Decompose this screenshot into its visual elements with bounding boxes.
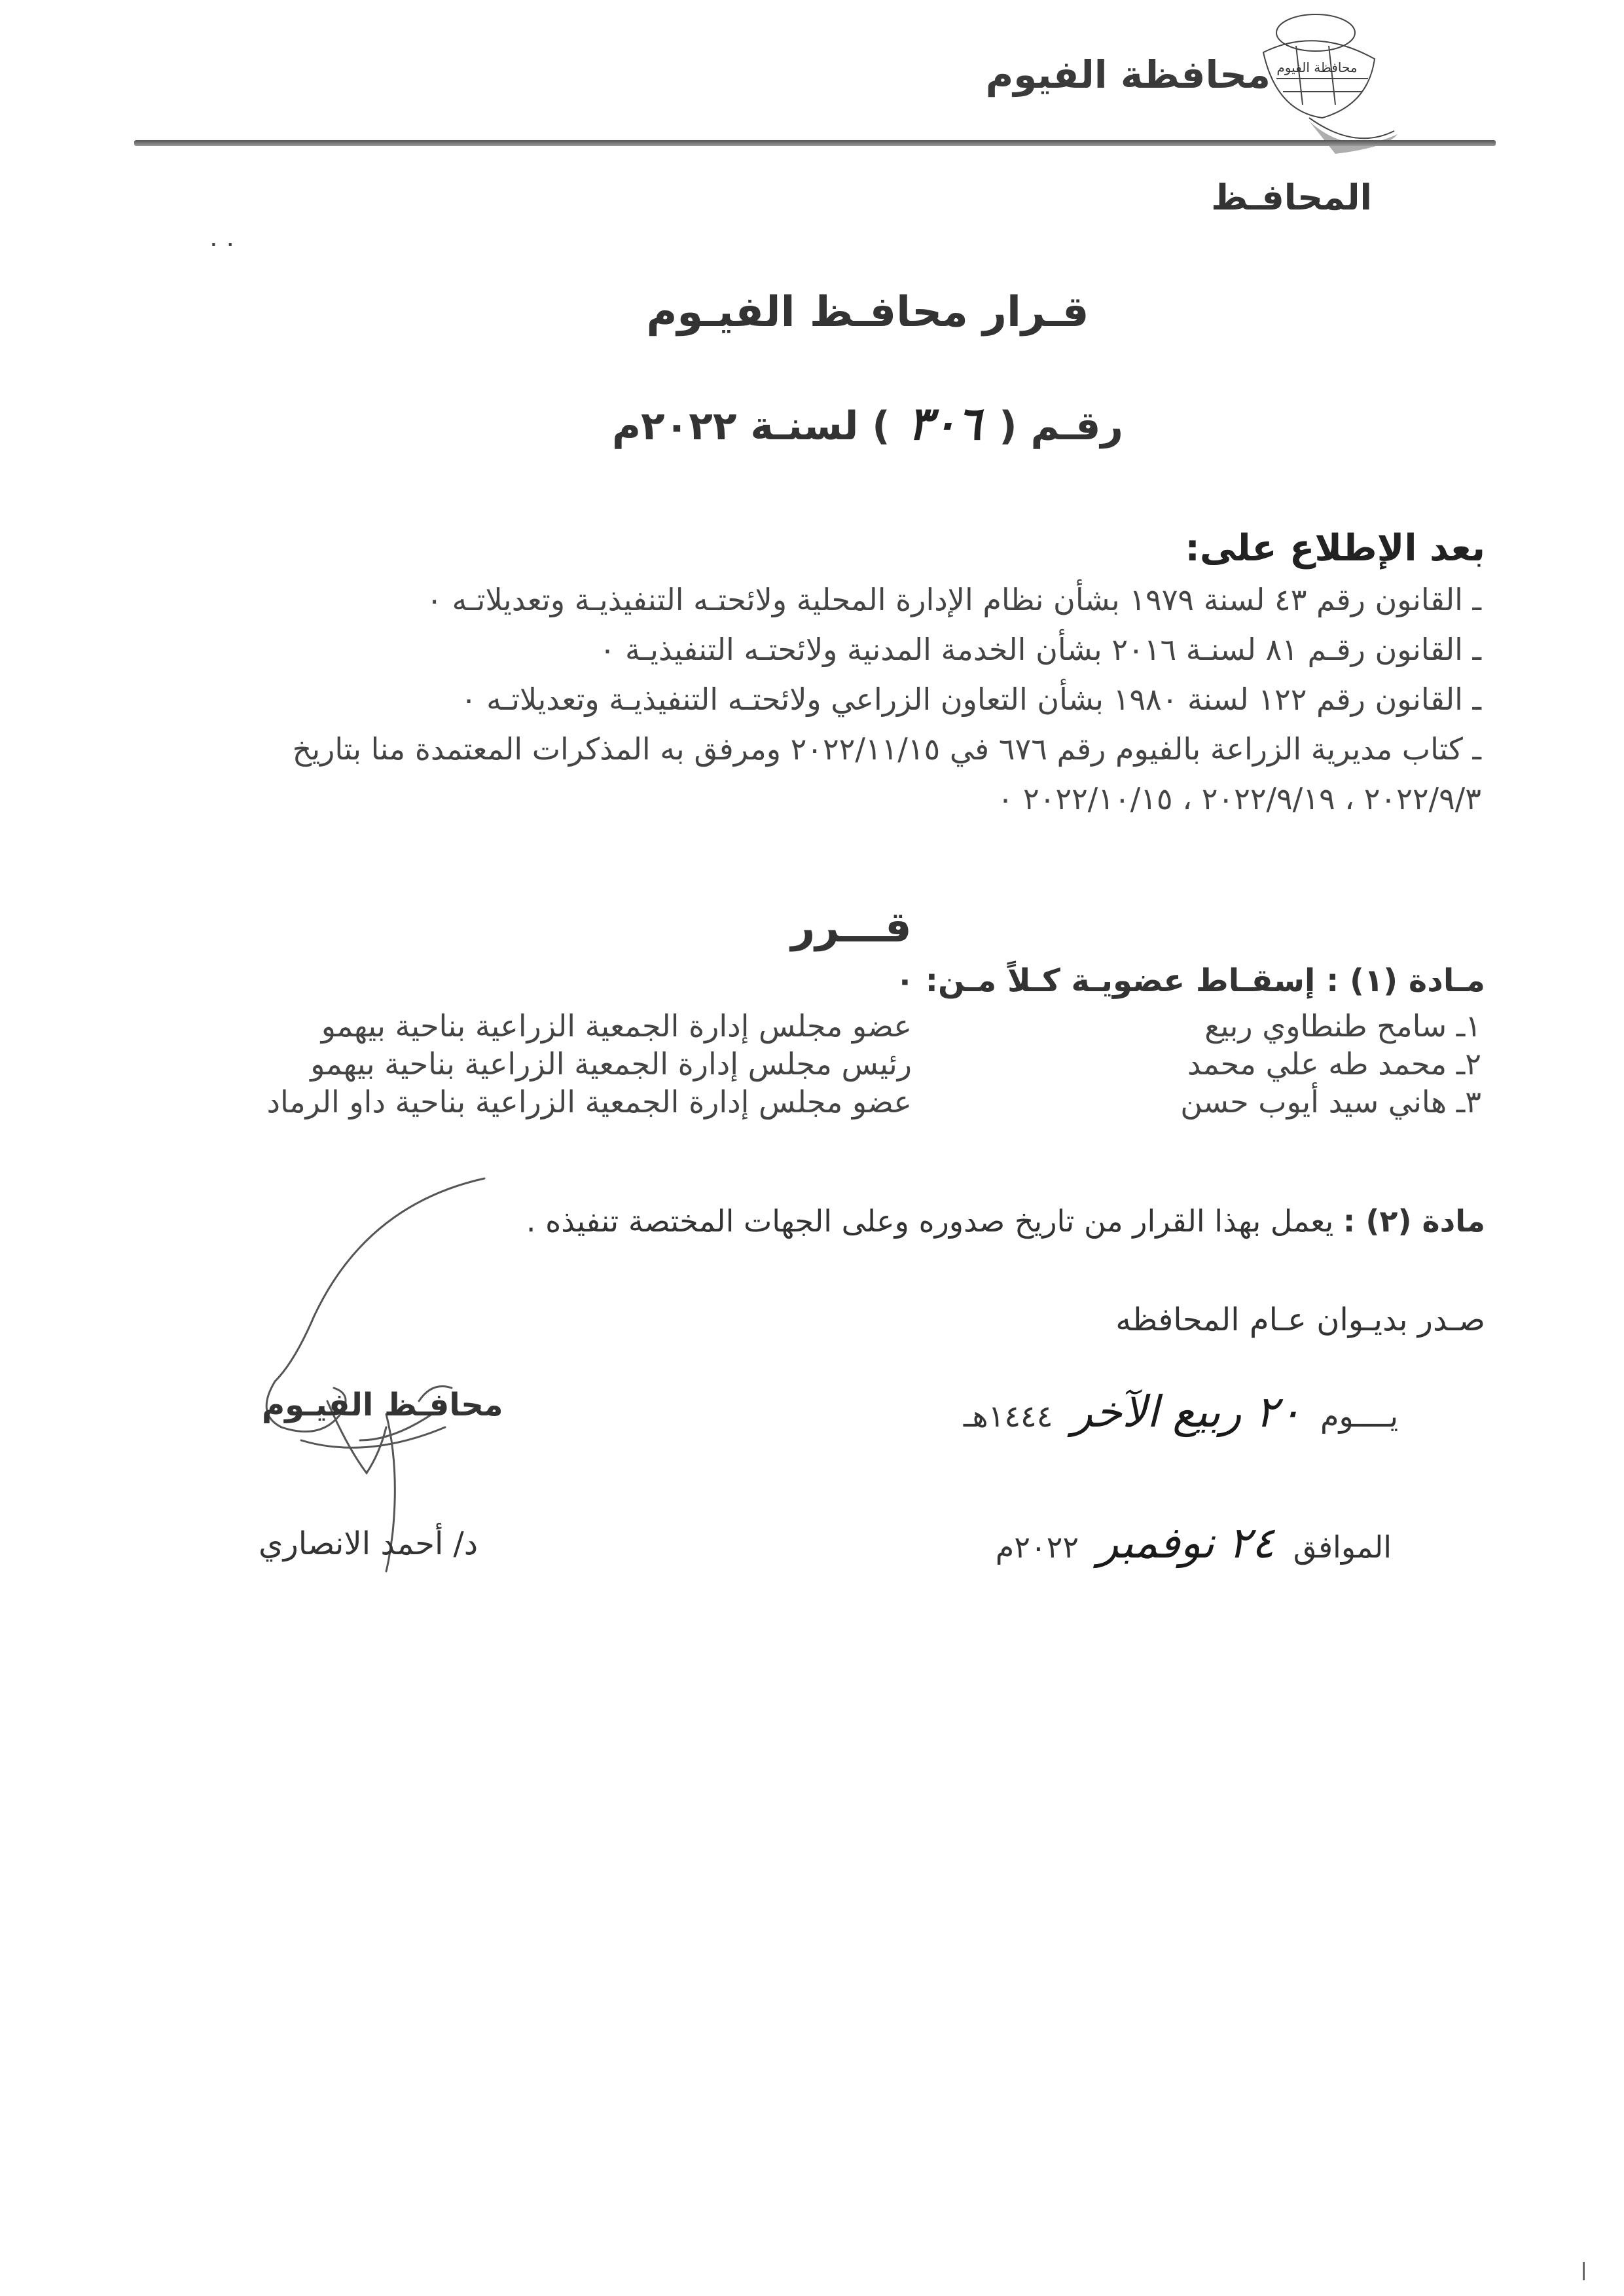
equiv-prefix: الموافق <box>1293 1529 1392 1565</box>
decree-number <box>0 396 1624 450</box>
article-1: مـادة (١) : إسقـاط عضويـة كـلاً مـن: ٠ <box>895 962 1485 999</box>
member-role: عضو مجلس إدارة الجمعية الزراعية بناحية داو الرماد <box>266 1084 912 1120</box>
member-role: عضو مجلس إدارة الجمعية الزراعية بناحية بيهمو <box>321 1008 912 1044</box>
header-divider <box>134 140 1496 146</box>
member-role: رئيس مجلس إدارة الجمعية الزراعية بناحية بيهمو <box>310 1046 912 1082</box>
member-name: ١ـ سامح طنطاوي ربيع <box>1204 1008 1481 1044</box>
day-prefix: يــــوم <box>1320 1398 1398 1434</box>
governor-signature <box>236 1165 550 1584</box>
preamble-item: ـ القانون رقم ٤٣ لسنة ١٩٧٩ بشأن نظام الإدارة المحلية ولائحتـه التنفيذيـة وتعديلاتـه ٠ <box>426 582 1481 617</box>
governorate-name: محافظة الفيوم <box>985 52 1271 97</box>
gregorian-date <box>996 1518 1392 1568</box>
number-label: رقـم ( <box>999 403 1123 449</box>
decision-heading: قـــرر <box>791 903 912 952</box>
signatory-name: د/ أحمد الانصاري <box>259 1525 478 1562</box>
member-name: ٢ـ محمد طه علي محمد <box>1187 1046 1481 1082</box>
margin-dots: . . <box>209 223 235 253</box>
decree-title: قـرار محافـظ الفيـوم <box>646 288 1089 337</box>
article-2-text: يعمل بهذا القرار من تاريخ صدوره وعلى الجهات المختصة تنفيذه . <box>526 1203 1334 1239</box>
handwritten-gregorian-day: ٢٤ نوفمبر <box>1097 1518 1275 1568</box>
preamble-item: ـ القانون رقـم ٨١ لسنـة ٢٠١٦ بشأن الخدمة المدنية ولائحتـه التنفيذيـة ٠ <box>599 632 1481 667</box>
preamble-item-continuation: ٢٠٢٢/٩/٣ ، ٢٠٢٢/٩/١٩ ، ٢٠٢٢/١٠/١٥ ٠ <box>997 781 1481 816</box>
preamble-item: ـ القانون رقم ١٢٢ لسنة ١٩٨٠ بشأن التعاون الزراعي ولائحتـه التنفيذيـة وتعديلاتـه ٠ <box>460 682 1481 717</box>
logo-text: محافظة الفيوم <box>1276 60 1358 75</box>
handwritten-hijri-day: ٢٠ ربيع الآخر <box>1072 1387 1302 1437</box>
issued-at: صـدر بديـوان عـام المحافظه <box>1115 1302 1485 1338</box>
scan-edge-mark <box>1583 2262 1585 2280</box>
member-row <box>172 1007 1481 1045</box>
number-year: ) لسنـة ٢٠٢٢م <box>612 403 890 449</box>
member-name: ٣ـ هاني سيد أيوب حسن <box>1180 1084 1481 1120</box>
hijri-date <box>964 1387 1398 1437</box>
preamble-list <box>172 575 1481 824</box>
member-row <box>172 1045 1481 1083</box>
handwritten-number: ٣٠٦ <box>907 396 982 450</box>
article-2-label: مادة (٢) : <box>1343 1203 1485 1239</box>
gregorian-year: ٢٠٢٢م <box>995 1529 1079 1565</box>
members-list <box>172 1007 1481 1121</box>
article-2 <box>526 1203 1485 1239</box>
preamble-heading: بعد الإطلاع على: <box>1185 527 1485 570</box>
office-title: المحافـظ <box>1211 177 1372 218</box>
member-row <box>172 1083 1481 1121</box>
signatory-title: محافـظ الفيـوم <box>262 1387 503 1423</box>
preamble-item: ـ كتاب مديرية الزراعة بالفيوم رقم ٦٧٦ في ٢٠٢٢/١١/١٥ ومرفق به المذكرات المعتمدة منا بتاريخ <box>292 731 1481 767</box>
hijri-year: ١٤٤٤هـ <box>963 1398 1053 1434</box>
